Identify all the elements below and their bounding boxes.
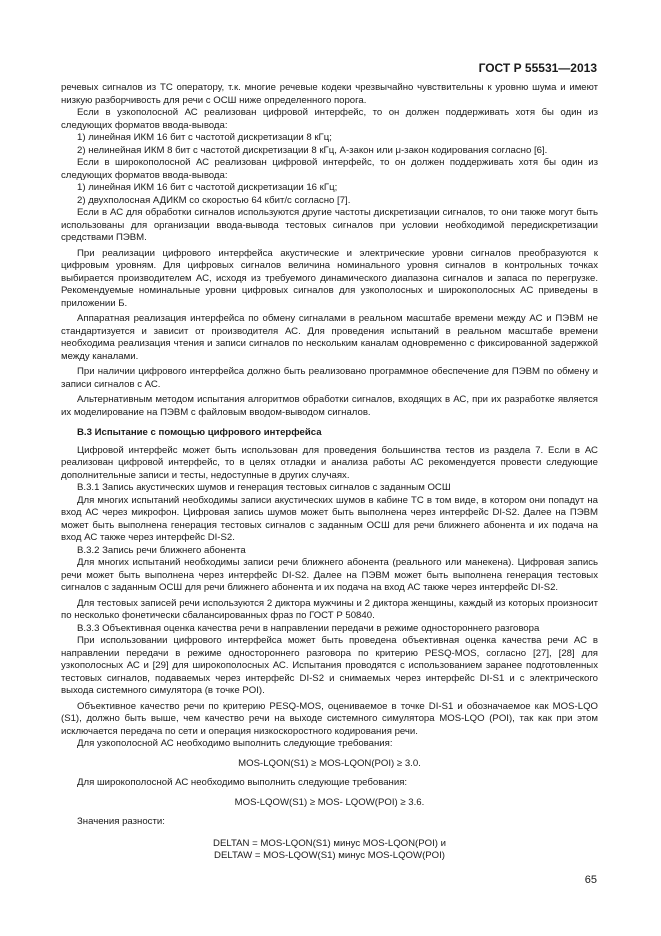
list-item: 1) линейная ИКМ 16 бит с частотой дискретизации 8 кГц; <box>77 132 332 143</box>
paragraph: Альтернативным методом испытания алгоритмов обработки сигналов, входящих в АС, при их разработке является их моделирование на ПЭВМ с файловым вводом-выводом сигналов. <box>61 394 598 418</box>
paragraph: Цифровой интерфейс может быть использован для проведения большинства тестов из раздела 7. Если в АС реализован цифровой интерфейс, то в целях отладки и анализа работы АС рекомендуется провести следующие дополнительные записи и тесты, недоступные в других случаях. <box>61 444 598 481</box>
formula: DELTAN = MOS-LQON(S1) минус MOS-LQON(POI) и <box>213 837 446 849</box>
paragraph: Для узкополосной АС необходимо выполнить следующие требования: <box>77 738 393 749</box>
document-body <box>61 82 598 863</box>
subsection-heading: В.3.3 Объективная оценка качества речи в направлении передачи в режиме одностороннего разговора <box>77 622 540 634</box>
paragraph: Если в широкополосной АС реализован цифровой интерфейс, то он должен поддерживать хотя бы один из следующих форматов ввода-вывода: <box>61 157 598 181</box>
subsection-heading: В.3.2 Запись речи ближнего абонента <box>77 544 246 556</box>
paragraph: Аппаратная реализация интерфейса по обмену сигналами в реальном масштабе времени между АС и ПЭВМ не стандартизуется и зависит от производителя АС. Для проведения испытаний в реальном масштабе времени необходима реализация чтения и записи сигналов по нескольким каналам одновременно с фиксированной задержкой между каналами. <box>61 313 598 362</box>
paragraph: Для тестовых записей речи используются 2 диктора мужчины и 2 диктора женщины, каждый из которых произносит по несколько фонетически сбалансированных фраз по ГОСТ Р 50840. <box>61 597 598 621</box>
paragraph: Для многих испытаний необходимы записи речи ближнего абонента (реального или манекена). Цифровая запись речи может быть выполнена через интерфейс DI-S2. Далее на ПЭВМ может быть выполнена генерация тестовых сигналов с заданным ОСШ для речи ближнего абонента и их подача на вход АС также через интерфейс DI-S2. <box>61 557 598 593</box>
list-item: 2) нелинейная ИКМ 8 бит с частотой дискретизации 8 кГц, A-закон или μ-закон кодирования согласно [6]. <box>77 144 548 156</box>
paragraph: При наличии цифрового интерфейса должно быть реализовано программное обеспечение для ПЭВМ по обмену и записи сигналов с АС. <box>61 366 598 390</box>
paragraph: При использовании цифрового интерфейса может быть проведена объективная оценка качества речи АС в направлении передачи в режиме одностороннего разговора по критерию PESQ-MOS, согласно [27], [28] для узкополосных АС и [29] для широкополосных АС. Испытания проводятся с использованием заранее подготовленных тестовых сигналов, подаваемых через интерфейс DI-S2 и снимаемых через интерфейс DI-S1 и с электрического выхода системного симулятора (в точке POI). <box>61 635 598 696</box>
paragraph: Объективное качество речи по критерию PESQ-MOS, оцениваемое в точке DI-S1 и обозначаемое как MOS-LQO (S1), должно быть выше, чем качество речи на выходе системного симулятора MOS-LQO (POI), так как при этом исключается передача по сети и операция низкоскоростного кодирования речи. <box>61 700 598 737</box>
paragraph: Значения разности: <box>77 816 165 827</box>
list-item: 1) линейная ИКМ 16 бит с частотой дискретизации 16 кГц; <box>77 182 338 193</box>
formula: MOS-LQON(S1) ≥ MOS-LQON(POI) ≥ 3.0. <box>238 757 421 769</box>
formula: MOS-LQOW(S1) ≥ MOS- LQOW(POI) ≥ 3.6. <box>234 796 425 808</box>
paragraph: речевых сигналов из ТС оператору, т.к. многие речевые кодеки чрезвычайно чувствительны к уровню шума и имеют низкую разборчивость для речи с ОСШ ниже определенного порога. <box>61 82 598 106</box>
paragraph: Для многих испытаний необходимы записи акустических шумов в кабине ТС в том виде, в котором они попадут на вход АС через микрофон. Цифровая запись шумов может быть выполнена через интерфейс DI-S2. Далее на ПЭВМ может быть выполнена генерация тестовых сигналов с заданным ОСШ для речи ближнего абонента и их подача на вход АС также через интерфейс DI-S2. <box>61 494 598 543</box>
subsection-heading: В.3.1 Запись акустических шумов и генерация тестовых сигналов с заданным ОСШ <box>77 482 451 493</box>
paragraph: Если в узкополосной АС реализован цифровой интерфейс, то он должен поддерживать хотя бы один из следующих форматов ввода-вывода: <box>61 107 598 131</box>
page-number: 65 <box>584 874 597 886</box>
list-item: 2) двухполосная АДИКМ со скоростью 64 кбит/с согласно [7]. <box>77 194 351 206</box>
document-id-header: ГОСТ Р 55531—2013 <box>478 61 597 75</box>
paragraph: Для широкополосной АС необходимо выполнить следующие требования: <box>77 777 408 788</box>
section-heading: В.3 Испытание с помощью цифрового интерфейса <box>77 427 322 438</box>
paragraph: Если в АС для обработки сигналов используются другие частоты дискретизации сигналов, то они также могут быть использованы для организации ввода-вывода тестовых сигналов при условии необходимой передискретизации средствами ПЭВМ. <box>61 207 598 243</box>
formula: DELTAW = MOS-LQOW(S1) минус MOS-LQOW(POI) <box>214 850 445 861</box>
paragraph: При реализации цифрового интерфейса акустические и электрические уровни сигналов преобразуются к цифровым уровням. Для цифровых сигналов величина номинального уровня сигналов в контрольных точках выбирается производителем АС, исходя из требуемого динамического диапазона сигналов и запаса по перегрузке. Рекомендуемые номинальные уровни цифровых сигналов для узкополосных и широкополосных АС приведены в приложении Б. <box>61 247 598 309</box>
